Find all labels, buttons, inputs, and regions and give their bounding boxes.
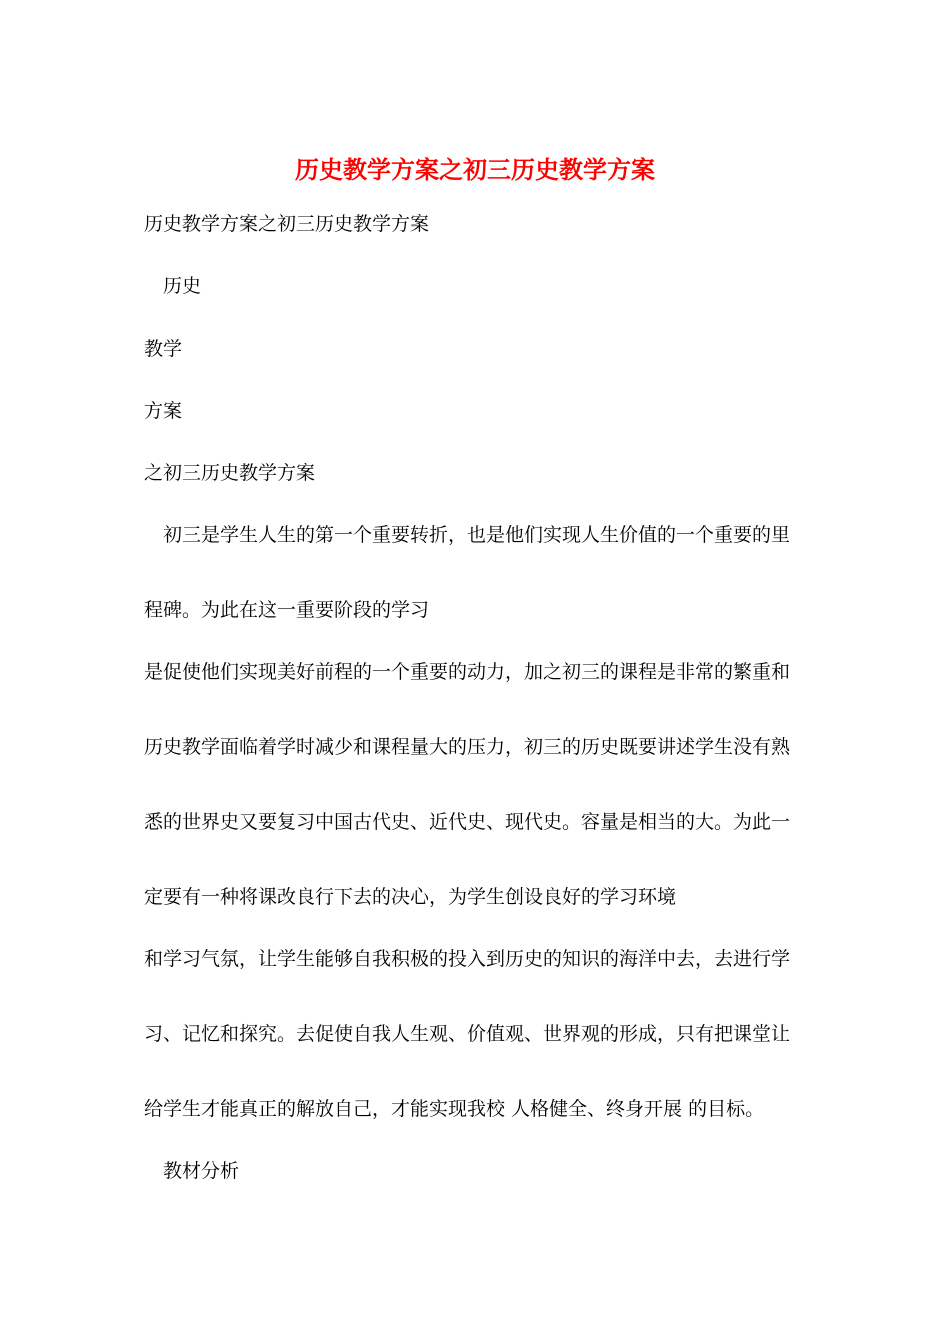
paragraph-line: 和学习气氛，让学生能够自我积极的投入到历史的知识的海洋中去，去进行学	[144, 948, 791, 970]
paragraph-line: 程碑。为此在这一重要阶段的学习	[144, 599, 430, 621]
subtitle-line: 历史教学方案之初三历史教学方案	[144, 213, 430, 235]
section-heading: 教材分析	[144, 1160, 240, 1182]
text-line: 之初三历史教学方案	[144, 462, 316, 484]
text-line: 方案	[144, 400, 183, 422]
text-line: 教学	[144, 338, 183, 360]
paragraph-line: 定要有一种将课改良行下去的决心，为学生创设良好的学习环境	[144, 886, 677, 908]
paragraph-line: 悉的世界史又要复习中国古代史、近代史、现代史。容量是相当的大。为此一	[144, 811, 791, 833]
text-line: 历史	[144, 275, 202, 297]
paragraph-line: 初三是学生人生的第一个重要转折，也是他们实现人生价值的一个重要的里	[144, 524, 791, 546]
paragraph-line: 历史教学面临着学时减少和课程量大的压力，初三的历史既要讲述学生没有熟	[144, 736, 791, 758]
paragraph-line: 习、记忆和探究。去促使自我人生观、价值观、世界观的形成，只有把课堂让	[144, 1023, 791, 1045]
document-title: 历史教学方案之初三历史教学方案	[295, 155, 655, 184]
paragraph-line: 给学生才能真正的解放自己，才能实现我校 人格健全、终身开展 的目标。	[144, 1098, 765, 1120]
paragraph-line: 是促使他们实现美好前程的一个重要的动力，加之初三的课程是非常的繁重和	[144, 661, 791, 683]
